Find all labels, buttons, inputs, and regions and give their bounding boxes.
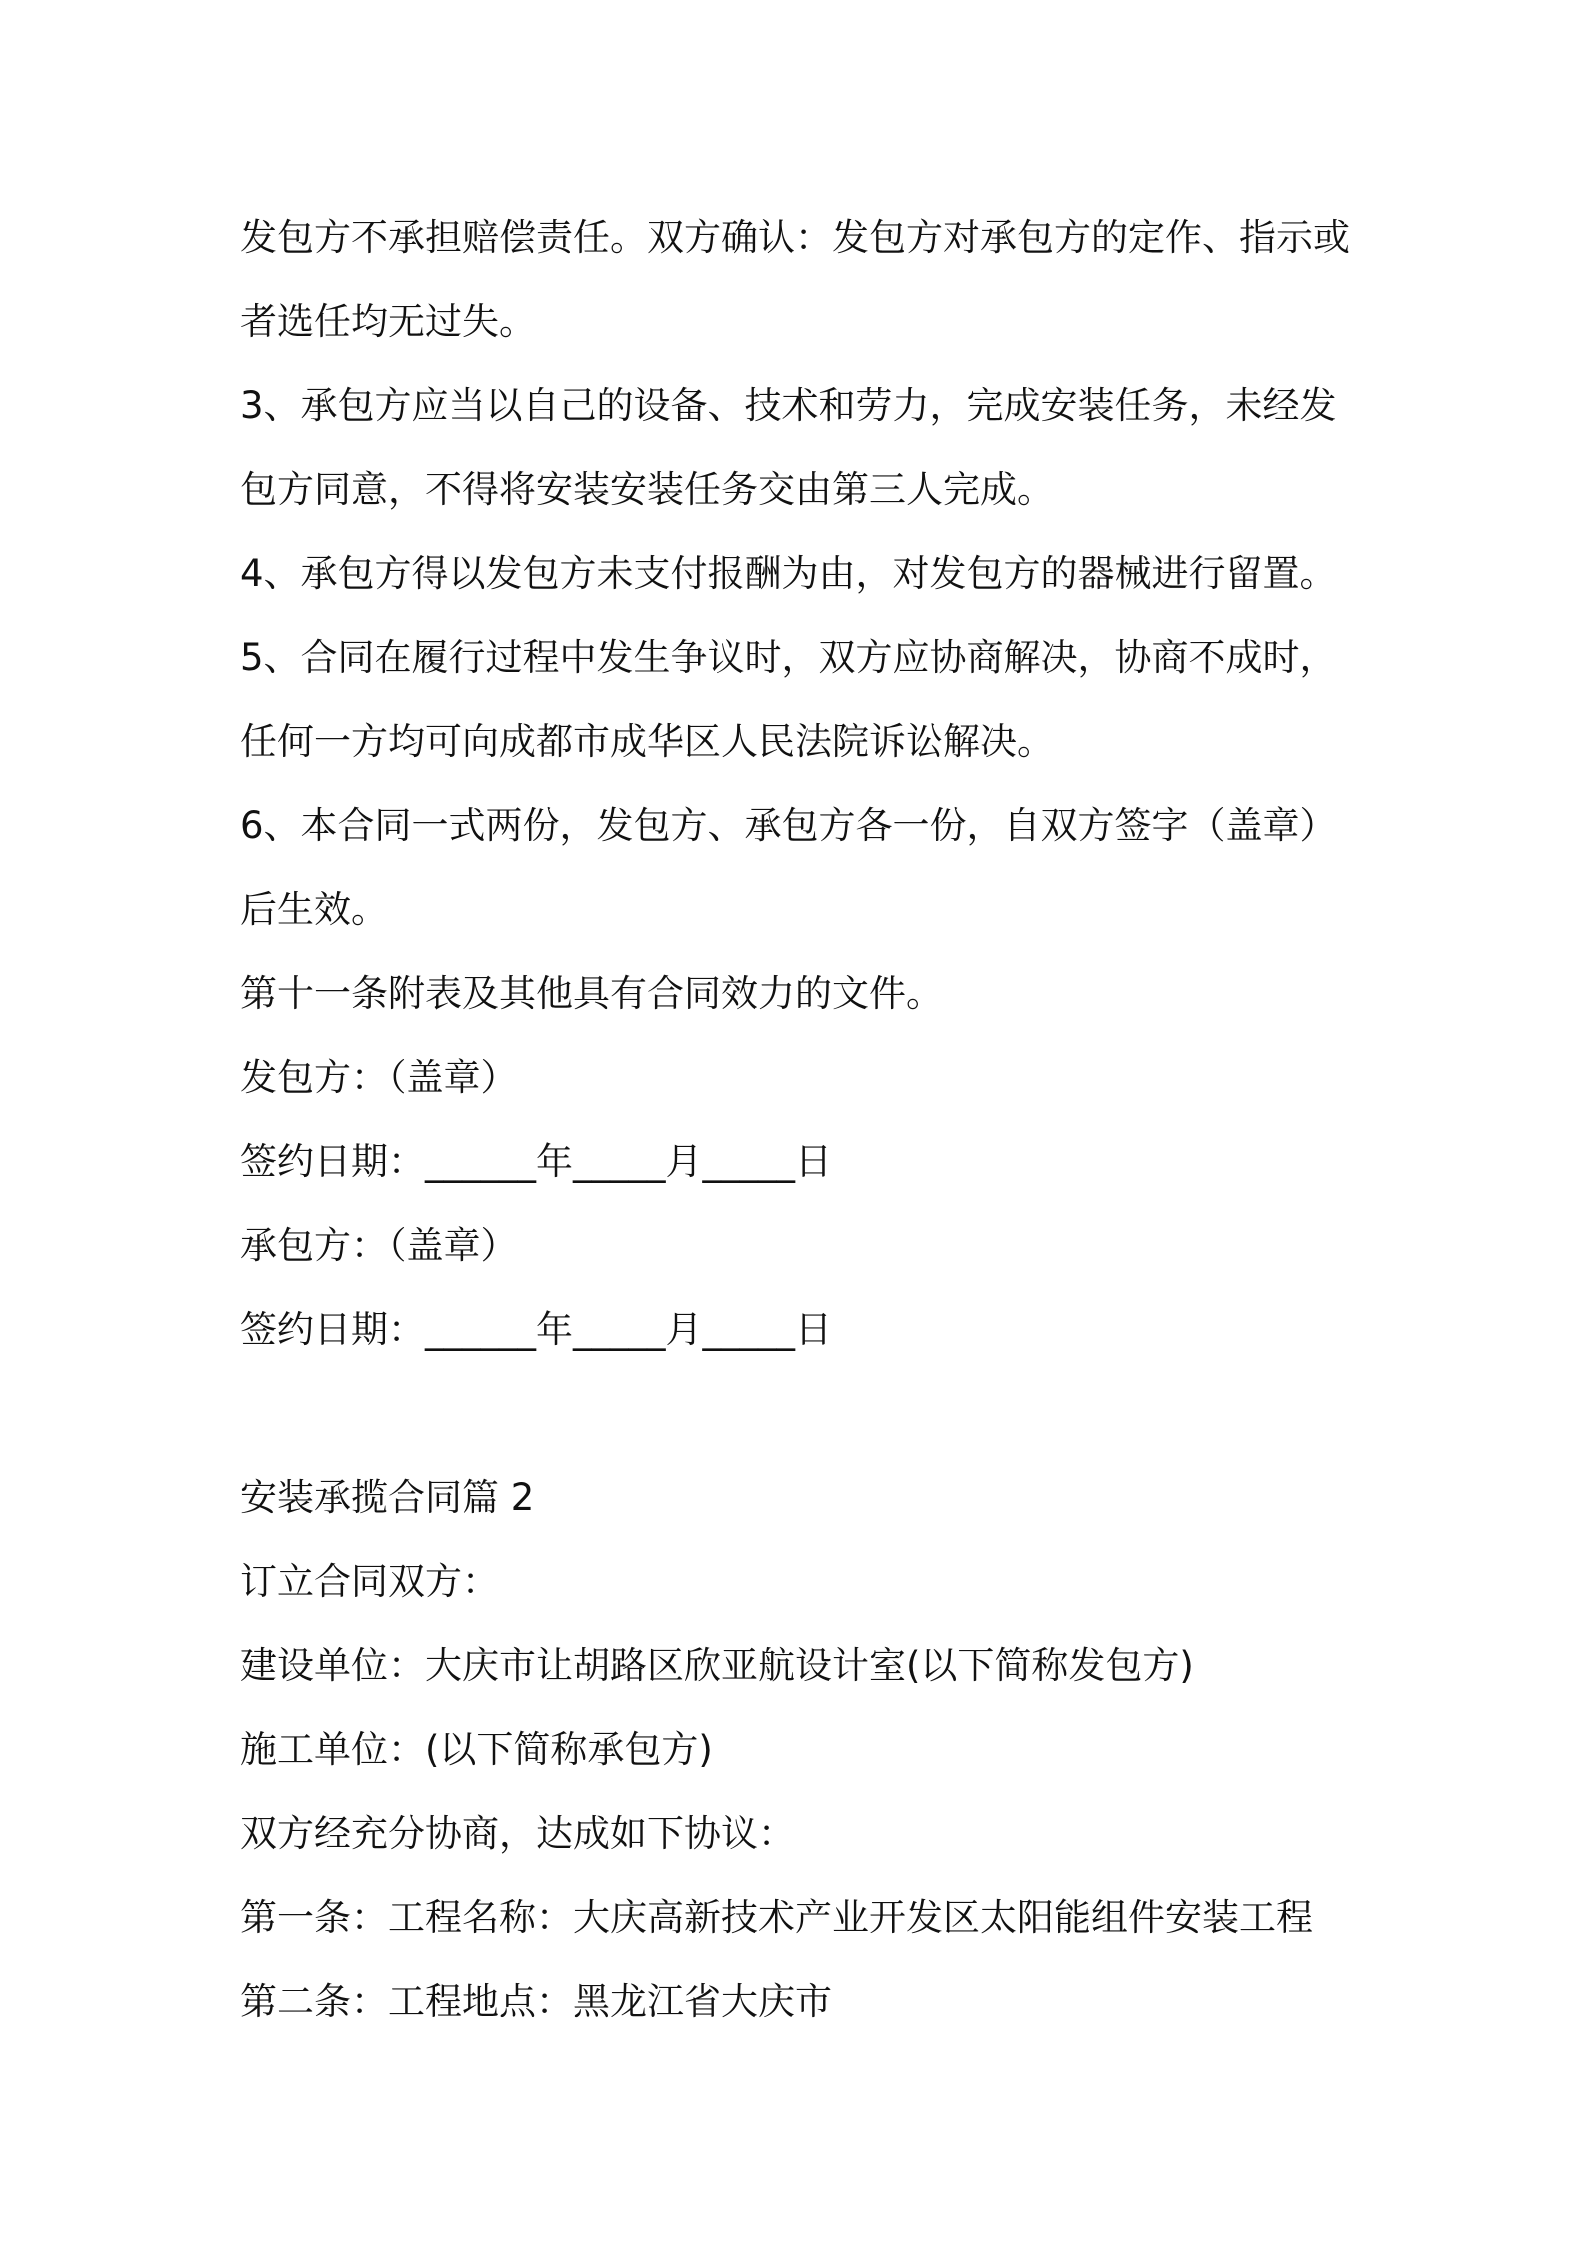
clause-6-line: 6、本合同一式两份，发包方、承包方各一份，自双方签字（盖章） (240, 804, 1337, 847)
clause-3-line: 3、承包方应当以自己的设备、技术和劳力，完成安装任务，未经发 (240, 384, 1337, 427)
clause-5-line: 任何一方均可向成都市成华区人民法院诉讼解决。 (240, 720, 1054, 763)
paragraph-line: 发包方不承担赔偿责任。双方确认：发包方对承包方的定作、指示或 (240, 216, 1350, 259)
contractor-sign-date-line: 签约日期：______年_____月_____日 (240, 1308, 832, 1351)
clause-3-line: 包方同意，不得将安装安装任务交由第三人完成。 (240, 468, 1054, 511)
section-title: 安装承揽合同篇 2 (240, 1476, 535, 1519)
section-gap (240, 1372, 1370, 1456)
contractor-seal-line: 承包方：（盖章） (240, 1224, 518, 1267)
parties-heading: 订立合同双方： (240, 1560, 499, 1603)
clause-5-line: 5、合同在履行过程中发生争议时，双方应协商解决，协商不成时， (240, 636, 1337, 679)
agreement-intro-line: 双方经充分协商，达成如下协议： (240, 1812, 795, 1855)
employer-seal-line: 发包方：（盖章） (240, 1056, 518, 1099)
paragraph-line: 者选任均无过失。 (240, 300, 536, 343)
employer-sign-date-line: 签约日期：______年_____月_____日 (240, 1140, 832, 1183)
article-11-line: 第十一条附表及其他具有合同效力的文件。 (240, 972, 943, 1015)
document-body (240, 196, 1370, 2044)
article-2-line: 第二条：工程地点：黑龙江省大庆市 (240, 1980, 832, 2023)
clause-4-line: 4、承包方得以发包方未支付报酬为由，对发包方的器械进行留置。 (240, 552, 1337, 595)
contractor-line: 施工单位：(以下简称承包方) (240, 1728, 713, 1771)
clause-6-line: 后生效。 (240, 888, 388, 931)
article-1-line: 第一条：工程名称：大庆高新技术产业开发区太阳能组件安装工程 (240, 1896, 1313, 1939)
employer-line: 建设单位：大庆市让胡路区欣亚航设计室(以下简称发包方) (240, 1644, 1194, 1687)
